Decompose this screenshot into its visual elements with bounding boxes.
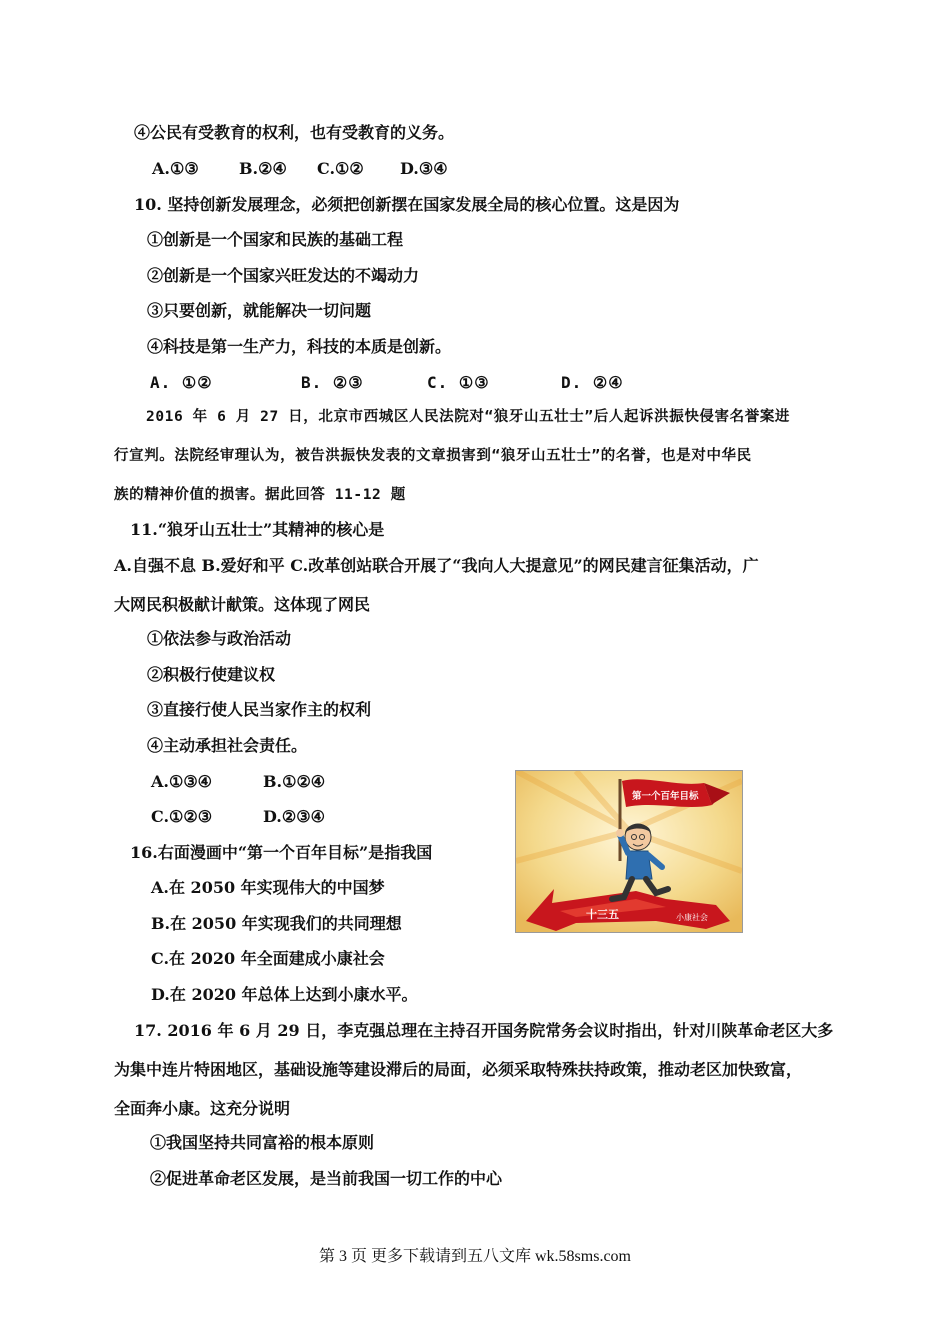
q16-option-c: C.在 2020 年全面建成小康社会 [151,949,385,968]
qx-item-3: ③直接行使人民当家作主的权利 [147,700,372,719]
qx-option-b: B.①②④ [263,772,326,791]
q17-line-3: 全面奔小康。这充分说明 [114,1099,291,1118]
qx-option-a: A.①③④ [151,772,213,791]
qx-option-c: C.①②③ [151,807,213,826]
q17-line-1: 17. 2016 年 6 月 29 日，李克强总理在主持召开国务院常务会议时指出，针对川陕革命老区大多 [134,1021,834,1040]
cartoon-image [515,770,743,933]
q16-stem: 16.右面漫画中“第一个百年目标”是指我国 [130,843,433,862]
q16-option-a: A.在 2050 年实现伟大的中国梦 [151,878,385,897]
q11-stem: 11.“狼牙山五壮士”其精神的核心是 [130,520,385,539]
q16-option-d: D.在 2020 年总体上达到小康水平。 [151,985,418,1004]
q9-item-4: ④公民有受教育的权利，也有受教育的义务。 [134,123,455,142]
q11-continuation: 大网民积极献计献策。这体现了网民 [114,595,371,614]
q10-option-a: A. ①② [150,373,213,392]
q10-option-b: B. ②③ [301,373,364,392]
arrow-label-2: 小康社会 [676,913,708,922]
q10-item-2: ②创新是一个国家兴旺发达的不竭动力 [147,266,420,285]
material-line-1: 2016 年 6 月 27 日，北京市西城区人民法院对“狼牙山五壮士”后人起诉洪振快侵害名誉案进 [146,409,791,425]
qx-option-d: D.②③④ [263,807,325,826]
q11-options-line: A.自强不息 B.爱好和平 C.改革创站联合开展了“我向人大提意见”的网民建言征集活动，广 [114,556,759,575]
qx-item-1: ①依法参与政治活动 [147,629,292,648]
q10-item-3: ③只要创新，就能解决一切问题 [147,301,372,320]
q9-option-b: B.②④ [239,159,287,178]
q9-option-c: C.①② [317,159,364,178]
material-line-3: 族的精神价值的损害。据此回答 11-12 题 [114,487,406,503]
q10-item-4: ④科技是第一生产力，科技的本质是创新。 [147,337,452,356]
qx-item-2: ②积极行使建议权 [147,665,276,684]
q10-stem: 10. 坚持创新发展理念，必须把创新摆在国家发展全局的核心位置。这是因为 [134,195,680,214]
q16-option-b: B.在 2050 年实现我们的共同理想 [151,914,402,933]
q10-option-c: C. ①③ [427,373,490,392]
q10-item-1: ①创新是一个国家和民族的基础工程 [147,230,404,249]
q9-option-a: A.①③ [152,159,199,178]
qx-item-4: ④主动承担社会责任。 [147,736,308,755]
q17-line-2: 为集中连片特困地区，基础设施等建设滞后的局面，必须采取特殊扶持政策，推动老区加快致富， [114,1060,803,1079]
flag-label: 第一个百年目标 [632,791,699,802]
q10-option-d: D. ②④ [561,373,624,392]
q17-item-2: ②促进革命老区发展，是当前我国一切工作的中心 [150,1169,503,1188]
page-footer: 第 3 页 更多下载请到五八文库 wk.58sms.com [318,1248,631,1265]
q17-item-1: ①我国坚持共同富裕的根本原则 [150,1133,375,1152]
q9-option-d: D.③④ [400,159,448,178]
arrow-label: 十三五 [586,908,619,921]
material-line-2: 行宣判。法院经审理认为，被告洪振快发表的文章损害到“狼牙山五壮士”的名誉，也是对中华民 [114,448,752,464]
cartoon-illustration [516,771,742,932]
